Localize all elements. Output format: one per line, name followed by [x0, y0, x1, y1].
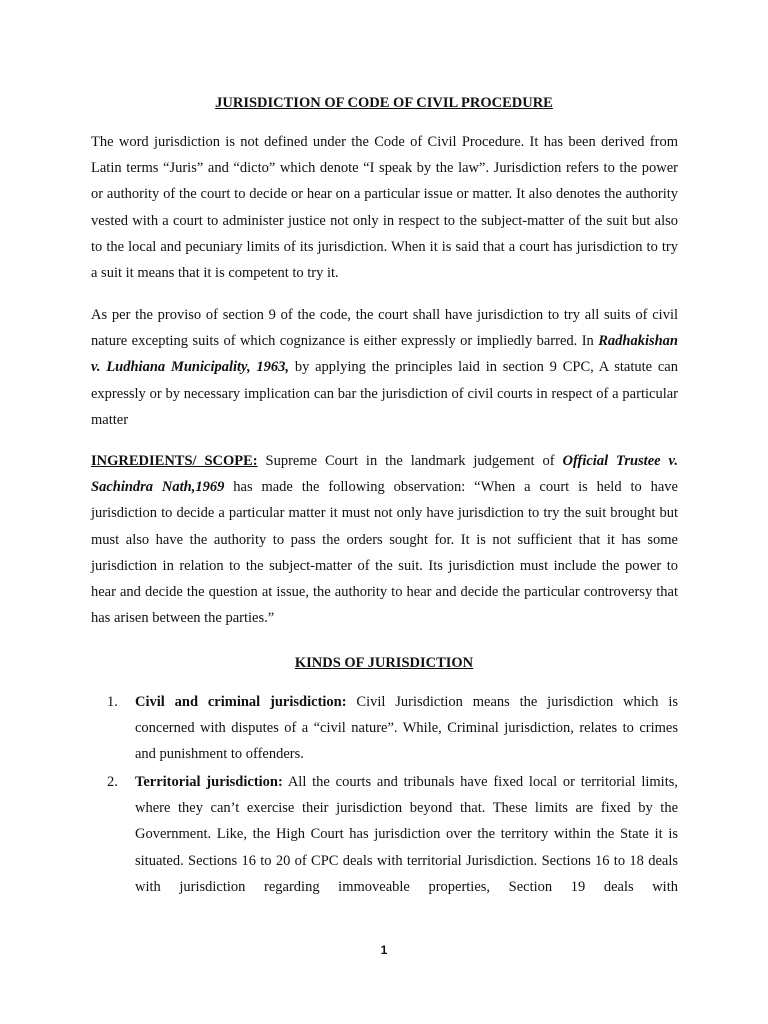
list-number: 2. [107, 774, 118, 790]
paragraph-text: has made the following observation: “When a court is held to have jurisdiction to decide a particular matter it must not only have jurisdiction to try the suit brought but must also have the authority to pass the orders sought for. It is not sufficient that it has some jurisdiction in relation to the subject-matter of the suit. Its jurisdiction must include the power to hear and decide the question at issue, the authority to hear and decide the particular controversy that has arisen between the parties.” [91, 479, 678, 627]
paragraph-ingredients-scope [91, 448, 678, 631]
list-item-label: Territorial jurisdiction: [135, 774, 283, 790]
list-item-text: Civil Jurisdiction means the jurisdiction which is concerned with disputes of a “civil nature”. While, Criminal jurisdiction, relates to crimes and punishment to offenders. [135, 694, 678, 763]
page-number: 1 [380, 943, 388, 957]
case-citation: Radhakishan v. Ludhiana Municipality, 1963, [91, 333, 678, 376]
list-item-label: Civil and criminal jurisdiction: [135, 694, 347, 710]
paragraph-text: Supreme Court in the landmark judgement of [257, 453, 563, 469]
paragraph-text: by applying the principles laid in section 9 CPC, A statute can expressly or by necessary implication can bar the jurisdiction of civil courts in respect of a particular matter [91, 359, 678, 428]
paragraph-section-9 [91, 302, 678, 433]
paragraph-text: As per the proviso of section 9 of the code, the court shall have jurisdiction to try all suits of civil nature excepting suits of which cognizance is either expressly or impliedly barred. In [91, 307, 678, 350]
paragraph-definition: The word jurisdiction is not defined under the Code of Civil Procedure. It has been derived from Latin terms “Juris” and “dicto” which denote “I speak by the law”. Jurisdiction refers to the power or authority of the court to decide or hear on a particular issue or matter. It also denotes the authority vested with a court to administer justice not only in respect to the subject-matter of the suit but also to the local and pecuniary limits of its jurisdiction. When it is said that a court has jurisdiction to try a suit it means that it is competent to try it. [91, 134, 678, 282]
case-citation: Official Trustee v. Sachindra Nath,1969 [91, 453, 679, 496]
list-item-body [135, 769, 678, 900]
list-item-body [135, 689, 678, 768]
document-title: JURISDICTION OF CODE OF CIVIL PROCEDURE [215, 95, 553, 111]
list-number: 1. [107, 694, 118, 710]
list-item-text: All the courts and tribunals have fixed local or territorial limits, where they can’t exercise their jurisdiction beyond that. These limits are fixed by the Government. Like, the High Court has jurisdiction over the territory within the State it is situated. Sections 16 to 20 of CPC deals with territorial Jurisdiction. Sections 16 to 18 deals with jurisdiction regarding immoveable properties, Section 19 deals with [135, 774, 678, 895]
section-label: INGREDIENTS/ SCOPE: [91, 453, 258, 469]
section-heading: KINDS OF JURISDICTION [294, 655, 474, 671]
